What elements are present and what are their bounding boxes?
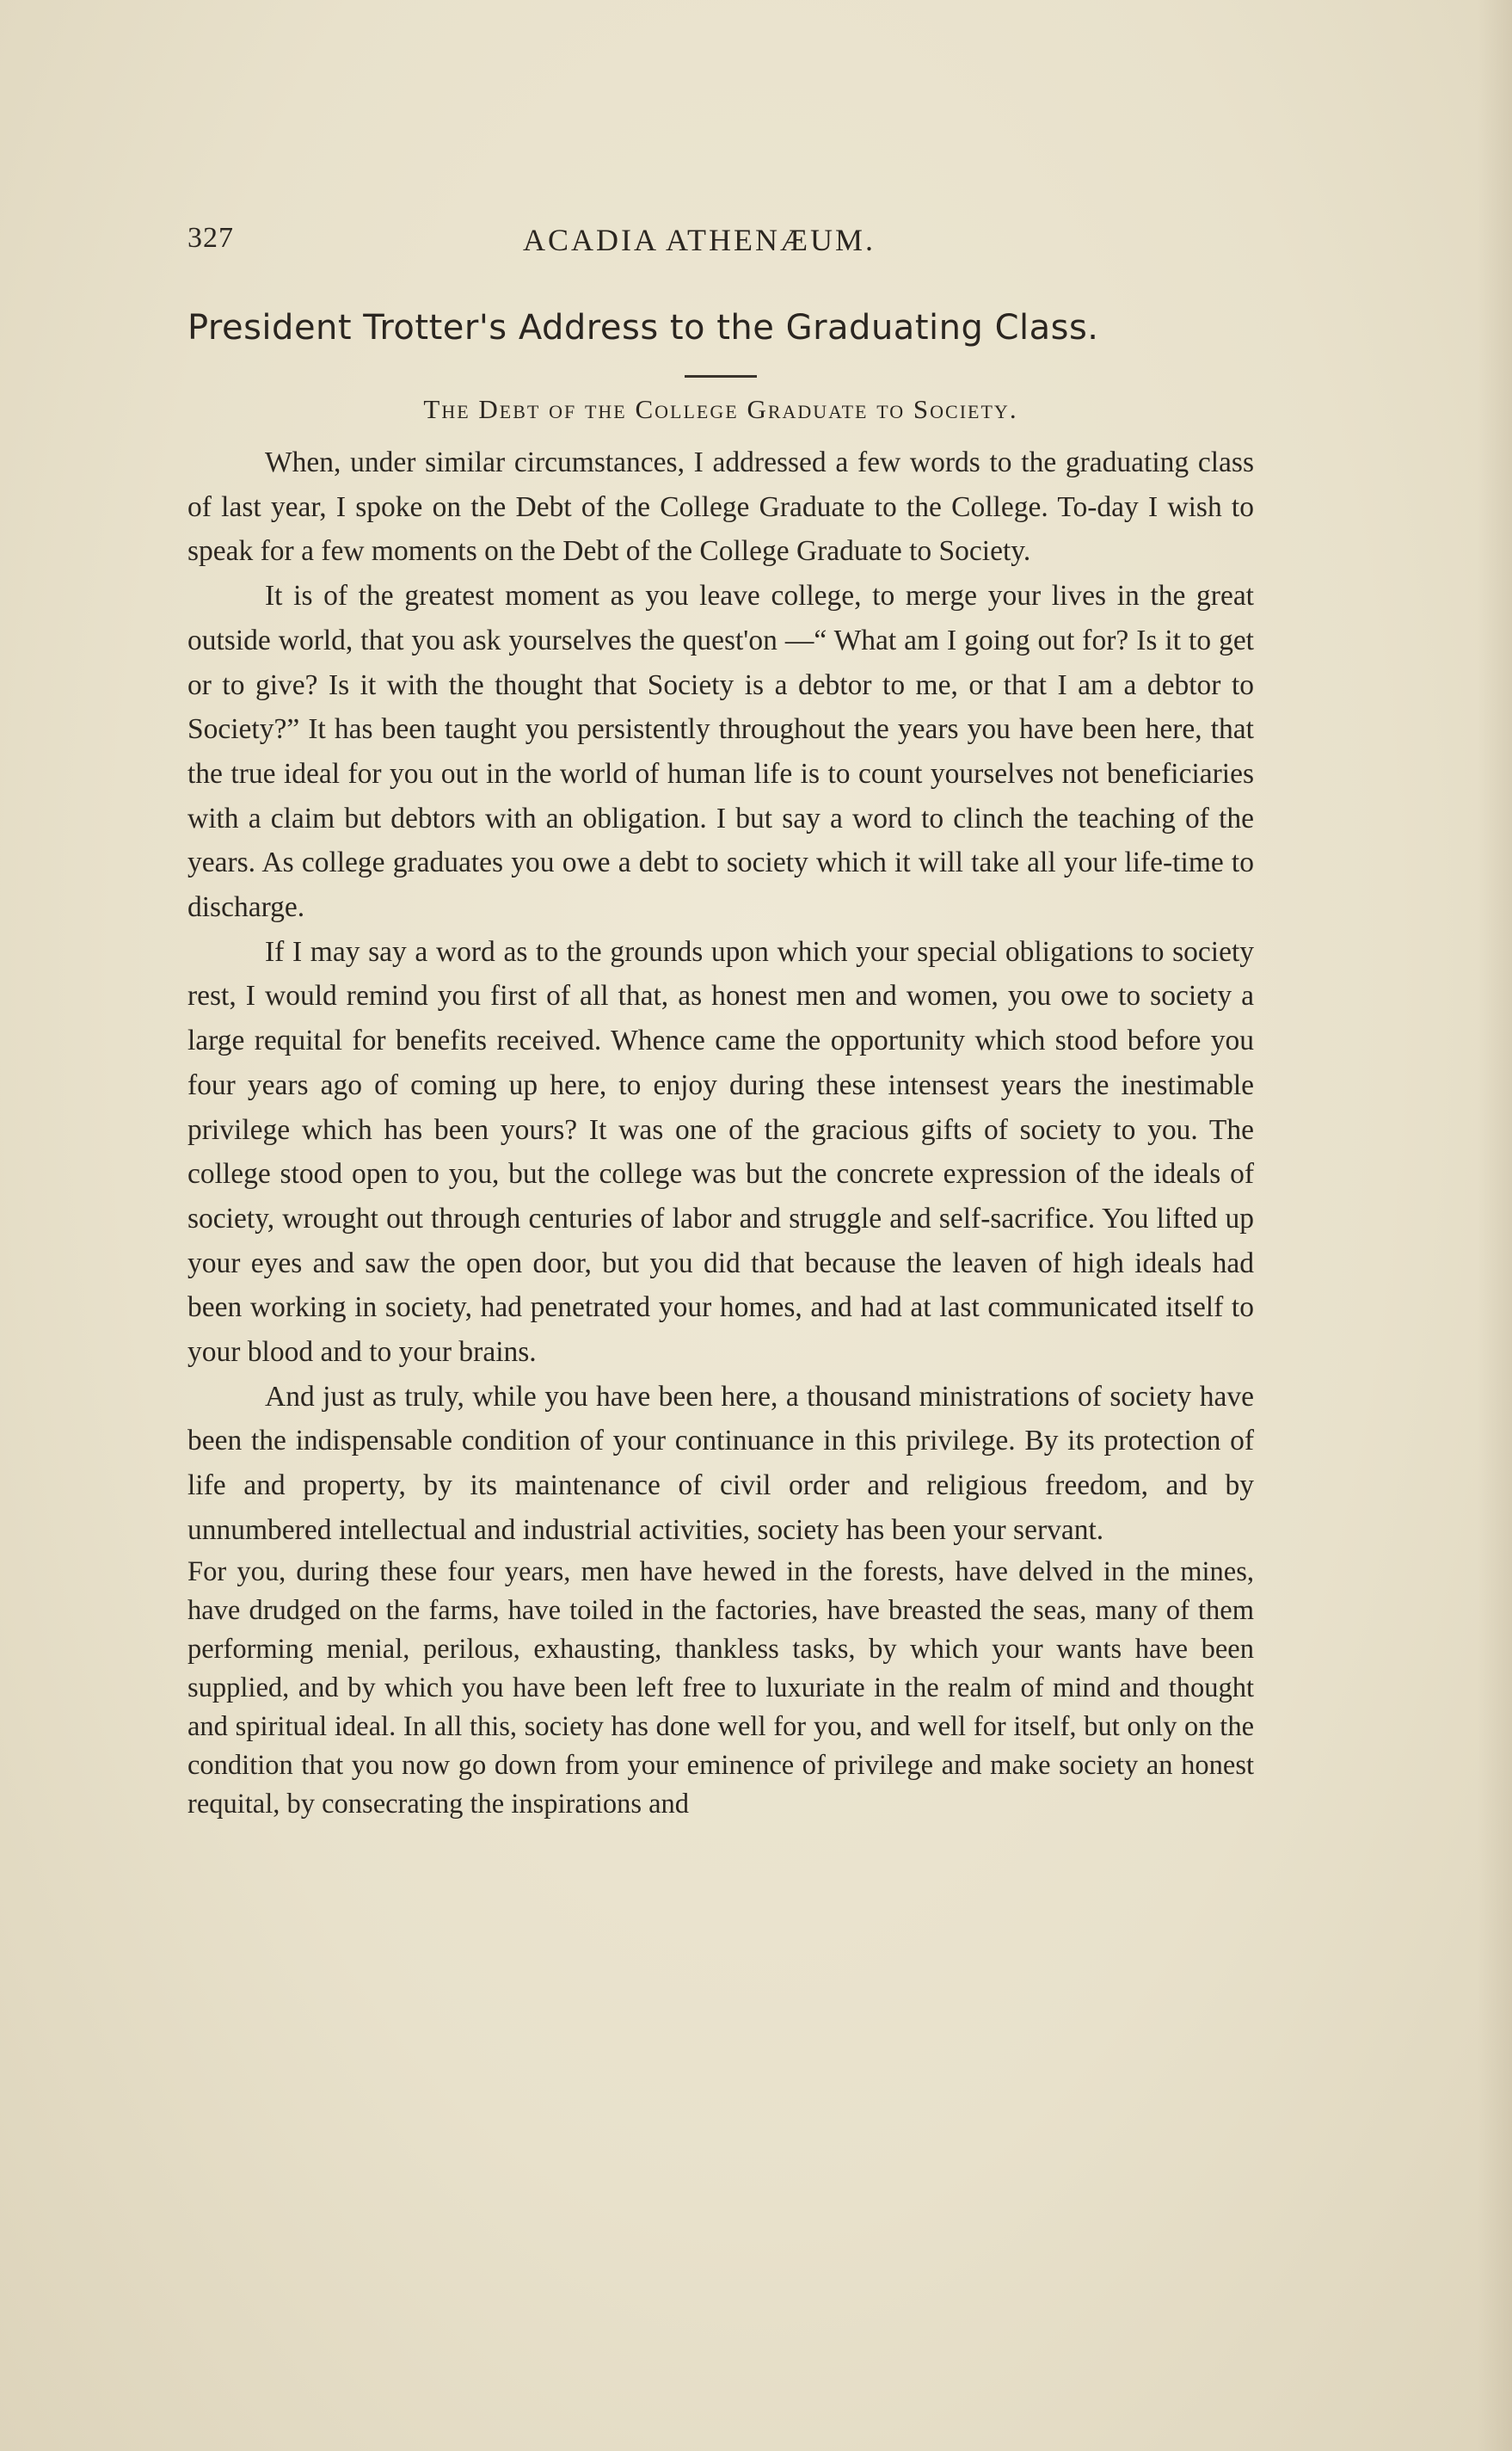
journal-title: ACADIA ATHENÆUM. <box>523 223 876 257</box>
article-title: President Trotter's Address to the Graduating Class. <box>187 308 1099 348</box>
page-number: 327 <box>187 222 234 254</box>
paragraph: When, under similar circumstances, I addressed a few words to the graduating class of last year, I spoke on the Debt of the College Graduate to the College. To-day I wish to speak for a few moments on the Debt of the College Graduate to Society. <box>187 446 1254 568</box>
paragraph: And just as truly, while you have been here, a thousand ministrations of society have been the indispensable condition of your continuance in this privilege. By its protection of life and property, by its maintenance of civil order and religious freedom, and by unnumbered intellectual and industrial activities, society has been your servant. <box>187 1380 1254 1546</box>
paragraph: It is of the greatest moment as you leave college, to merge your lives in the great outside world, that you ask yourselves the quest'on —“ What am I going out for? Is it to get or to give? Is it with the thought that Society is a debtor to me, or that I am a debtor to Society?” It has been taught you persistently throughout the years you have been here, that the true ideal for you out in the world of human life is to count yourselves not beneficiaries with a claim but debtors with an obligation. I but say a word to clinch the teaching of the years. As college graduates you owe a debt to society which it will take all your life-time to discharge. <box>187 580 1254 924</box>
title-rule <box>685 375 757 378</box>
paragraph: If I may say a word as to the grounds upon which your special obligations to society rest, I would remind you first of all that, as honest men and women, you owe to society a large requital for benefits received. Whence came the opportunity which stood before you four years ago of coming up here, to enjoy during these intensest years the inestimable privilege which has been yours? It was one of the gracious gifts of society to you. The college stood open to you, but the college was but the concrete expression of the ideals of society, wrought out through centuries of labor and struggle and self-sacrifice. You lifted up your eyes and saw the open door, but you did that because the leaven of high ideals had been working in society, had penetrated your homes, and had at last communicated itself to your blood and to your brains. <box>187 935 1254 1369</box>
article-body <box>187 440 1254 1824</box>
running-head <box>187 222 1254 265</box>
article-subtitle: The Debt of the College Graduate to Society. <box>423 394 1018 424</box>
paragraph-continued: For you, during these four years, men have hewed in the forests, have delved in the mines, have drudged on the farms, have toiled in the factories, have breasted the seas, many of them performing menial, perilous, exhausting, thankless tasks, by which your wants have been supplied, and by which you have been left free to luxuriate in the realm of mind and thought and spiritual ideal. In all this, society has done well for you, and well for itself, but only on the condition that you now go down from your eminence of privilege and make society an honest requital, by consecrating the inspirations and <box>187 1555 1254 1820</box>
